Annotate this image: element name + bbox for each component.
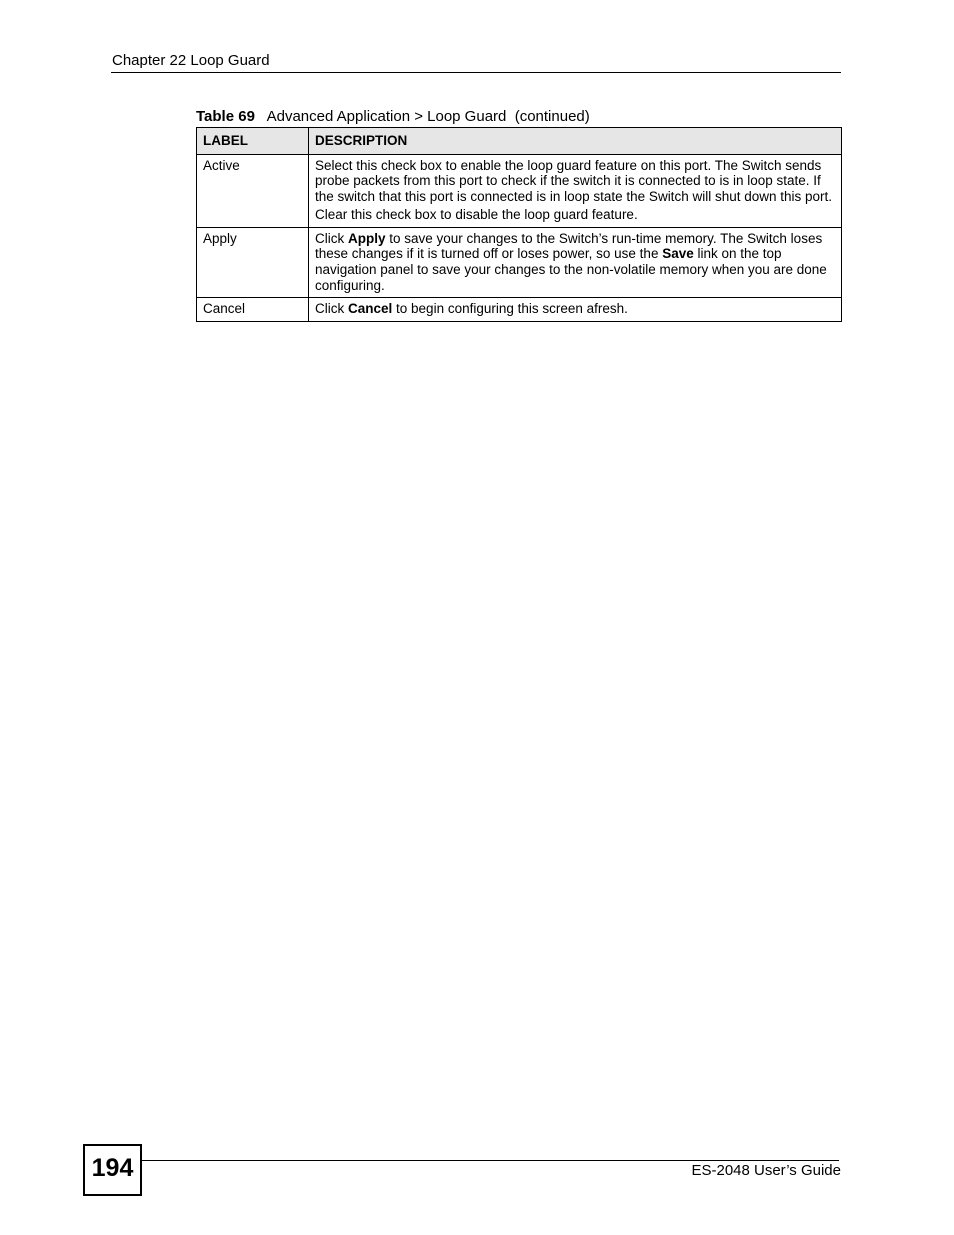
table-caption-title: Advanced Application > Loop Guard (continued)	[266, 108, 590, 125]
description-paragraph	[315, 301, 835, 317]
bold-term: Save	[662, 246, 694, 262]
description-paragraph	[315, 231, 835, 294]
description-text: Clear this check box to disable the loop guard feature.	[315, 206, 638, 222]
row-label: Cancel	[197, 298, 309, 322]
loop-guard-table	[196, 127, 842, 322]
bold-term: Apply	[348, 230, 386, 246]
column-header-description: DESCRIPTION	[309, 128, 842, 155]
guide-name: ES-2048 User’s Guide	[691, 1162, 841, 1179]
table-row	[197, 227, 842, 298]
table-row	[197, 154, 842, 227]
column-header-label: LABEL	[197, 128, 309, 155]
row-description	[309, 227, 842, 298]
table-row	[197, 298, 842, 322]
page-header	[111, 52, 841, 73]
description-text: Click	[315, 230, 348, 246]
table-header-row	[197, 128, 842, 155]
description-text: Select this check box to enable the loop guard feature on this port. The Switch sends probe packets from this port to check if the switch it is connected to is in loop state. If the switch that this port is connected is in loop state the Switch will shut down this port.	[315, 157, 833, 205]
row-description	[309, 298, 842, 322]
row-description	[309, 154, 842, 227]
footer-rule	[140, 1160, 839, 1161]
description-paragraph	[315, 158, 835, 205]
bold-term: Cancel	[348, 301, 393, 317]
row-label: Active	[197, 154, 309, 227]
table-caption	[196, 108, 590, 125]
page-number: 194	[91, 1154, 134, 1182]
description-paragraph	[315, 207, 835, 223]
row-label: Apply	[197, 227, 309, 298]
page-number-box	[83, 1144, 142, 1196]
description-text: to save your changes to the Switch’s run-time memory. The Switch loses these changes if it is turned off or loses power, so use the	[315, 230, 823, 262]
description-text: to begin configuring this screen afresh.	[392, 301, 628, 317]
chapter-title: Chapter 22 Loop Guard	[112, 52, 270, 69]
table-caption-number: Table 69	[196, 108, 255, 125]
description-text: Click	[315, 301, 348, 317]
table-body	[197, 154, 842, 321]
description-text: link on the top navigation panel to save your changes to the non-volatile memory when you are done configuring.	[315, 246, 827, 293]
